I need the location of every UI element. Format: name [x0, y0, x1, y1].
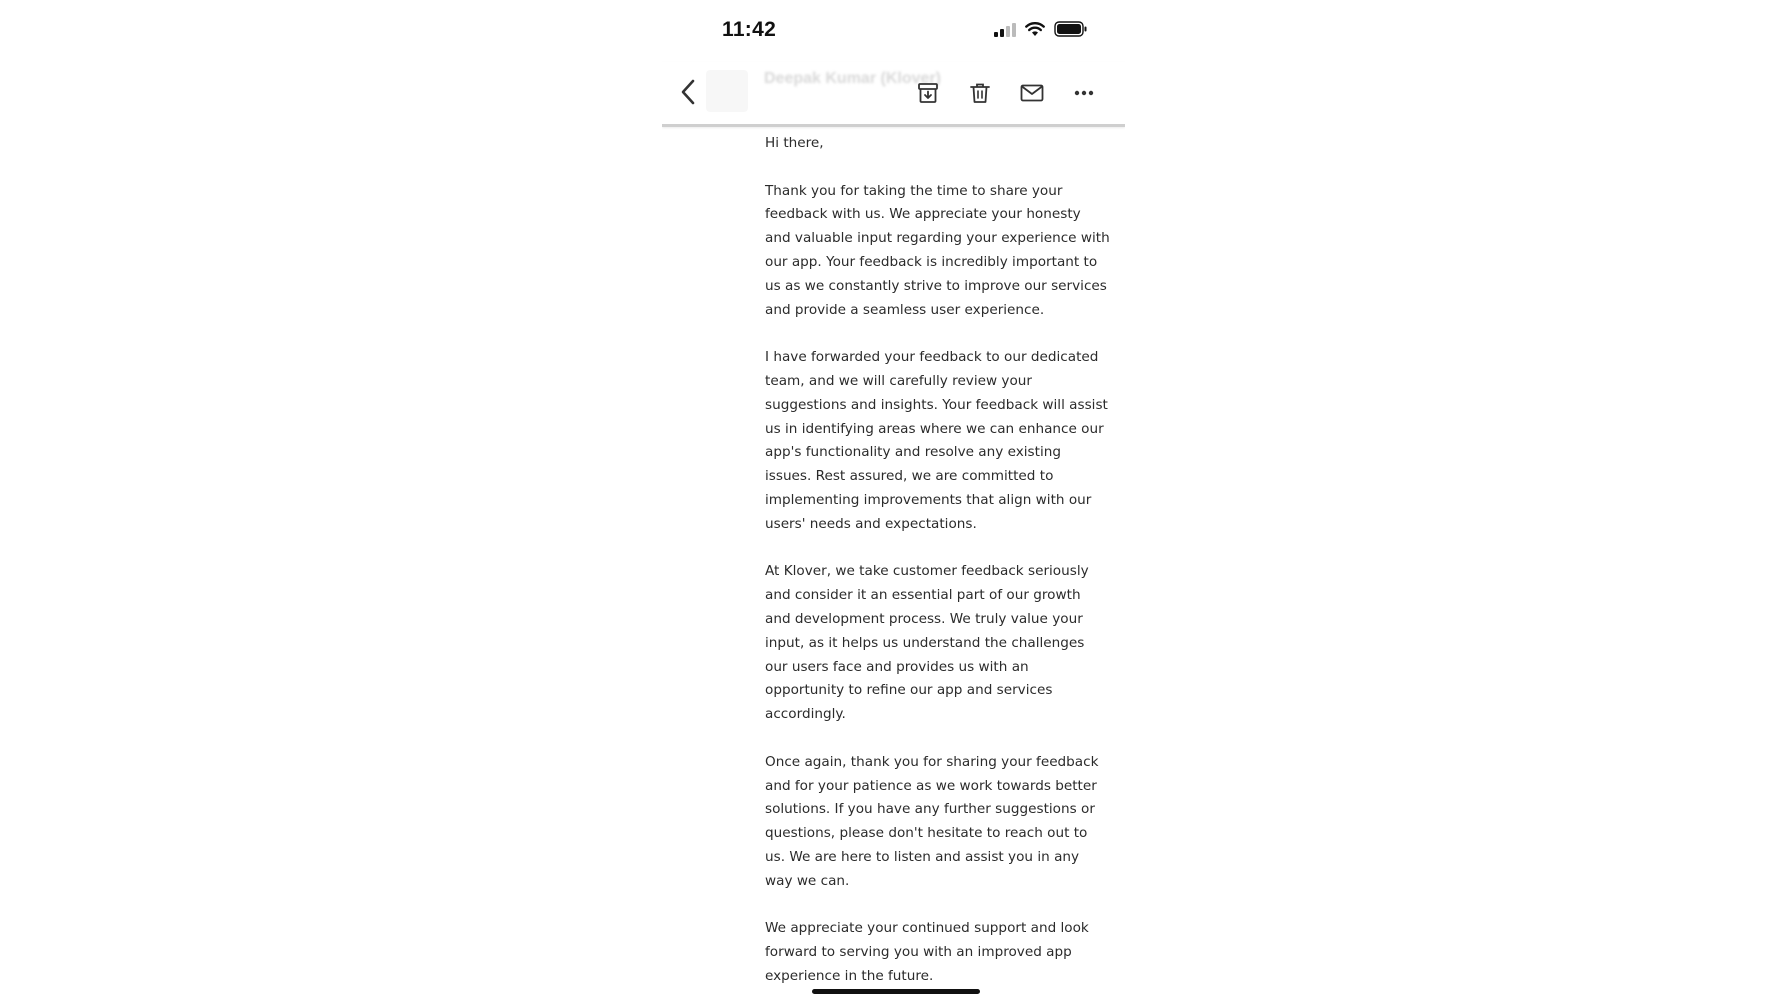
email-paragraph-greeting: Hi there, [765, 135, 824, 151]
email-paragraph-forwarded: I have forwarded your feedback to our dedicated team, and we will carefully review your suggestions and insights. Your feedback will assist us in identifying areas where we can enhance our app's functionality and resolve any existing issues. Rest assured, we are committed to implementing improvements that align with our users' needs and expectations. [765, 349, 1108, 532]
more-icon [1074, 90, 1094, 96]
email-paragraph-thanks: Thank you for taking the time to share your feedback with us. We appreciate your honesty and valuable input regarding your experience with our app. Your feedback is incredibly important to us as we constantly strive to improve our services and provide a seamless user experience. [765, 182, 1110, 318]
archive-button[interactable] [912, 80, 943, 106]
back-button[interactable] [676, 78, 700, 106]
phone-screen [662, 0, 1125, 1000]
mark-unread-button[interactable] [1016, 80, 1047, 106]
status-icons [994, 21, 1087, 41]
mail-icon [1020, 84, 1044, 102]
email-paragraph-commitment: At Klover, we take customer feedback seriously and consider it an essential part of our growth and development process. We truly value your input, as it helps us understand the challenges our users face and provides us with an opportunity to refine our app and services accordingly. [765, 563, 1089, 723]
battery-icon [1054, 21, 1087, 41]
chevron-left-icon [680, 79, 696, 105]
more-options-button[interactable] [1068, 80, 1099, 106]
cellular-signal-icon [994, 22, 1016, 41]
email-paragraph-once-again: Once again, thank you for sharing your feedback and for your patience as we work towards better solutions. If you have any further suggestions or questions, please don't hesitate to reach out to us. We are here to listen and assist you in any way we can. [765, 753, 1099, 889]
delete-button[interactable] [964, 80, 995, 106]
email-body [765, 132, 1110, 1000]
email-paragraph-closing: We appreciate your continued support and look forward to serving you with an improved app experience in the future. [765, 920, 1089, 984]
toolbar-actions [912, 80, 1099, 106]
archive-icon [917, 82, 939, 104]
sender-avatar [706, 70, 748, 112]
status-time: 11:42 [722, 18, 777, 41]
email-toolbar [662, 62, 1125, 127]
wifi-icon [1025, 22, 1045, 41]
home-indicator [812, 989, 980, 994]
sender-name: Deepak Kumar (Klover) [764, 70, 941, 87]
status-bar [662, 0, 1125, 62]
trash-icon [970, 82, 990, 104]
